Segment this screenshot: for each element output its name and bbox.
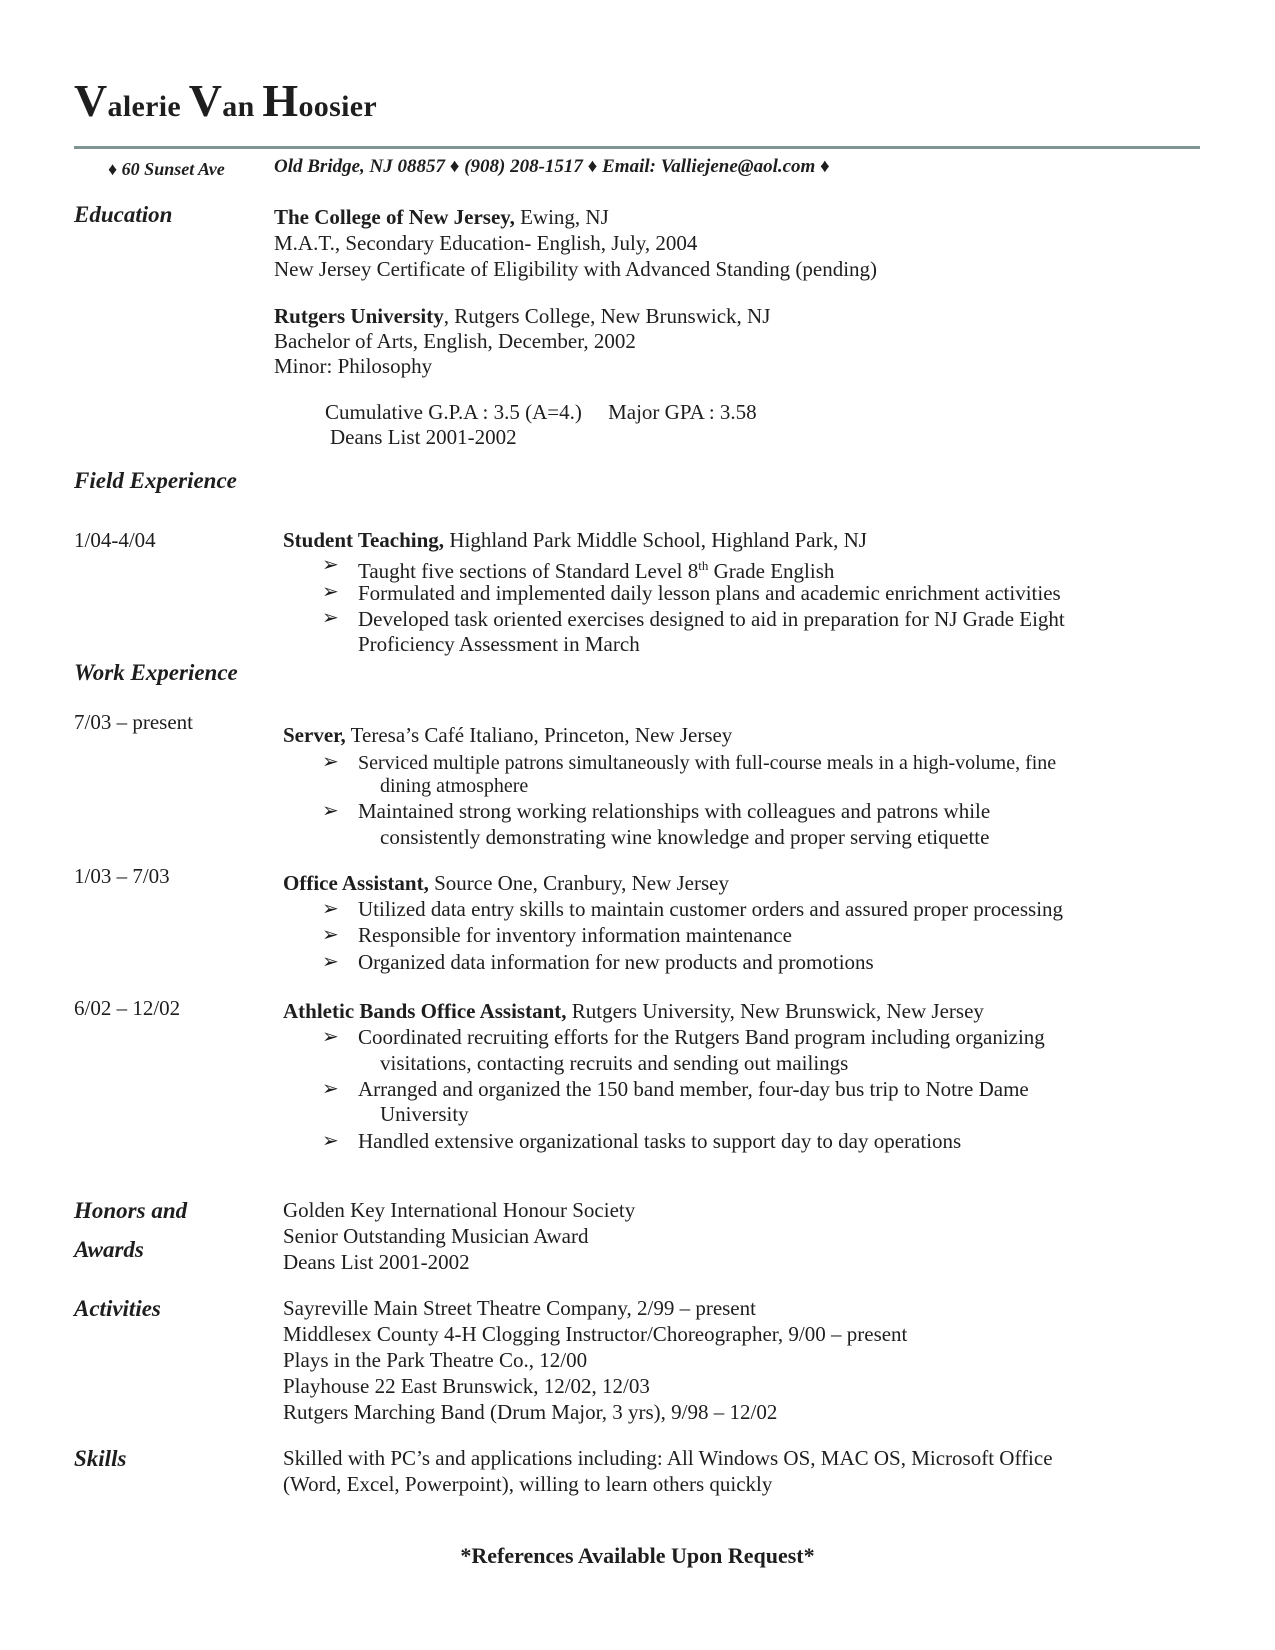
honor-item-1: Golden Key International Honour Society: [283, 1198, 636, 1222]
name-part-1: alerie: [107, 90, 181, 123]
job2-bullet-1: Utilized data entry skills to maintain customer orders and assured proper processing: [358, 897, 1064, 921]
activity-item-1: Sayreville Main Street Theatre Company, 2/99 – present: [283, 1296, 756, 1320]
school2-location: , Rutgers College, New Brunswick, NJ: [443, 304, 771, 328]
name-initial-3: H: [262, 75, 299, 126]
school2-degree: Bachelor of Arts, English, December, 2002: [274, 329, 636, 353]
job2-role: Office Assistant,: [283, 871, 429, 895]
job1-role: Server,: [283, 723, 346, 747]
field-bullet-3-cont: Proficiency Assessment in March: [358, 632, 640, 656]
activities-heading: Activities: [74, 1296, 161, 1321]
gpa-line: Cumulative G.P.A : 3.5 (A=4.) Major GPA : 3.58: [325, 400, 757, 424]
skills-heading: Skills: [74, 1446, 127, 1471]
school1-certificate: New Jersey Certificate of Eligibility with Advanced Standing (pending): [274, 257, 878, 281]
job3-bullet-1: Coordinated recruiting efforts for the Rutgers Band program including organizing: [358, 1025, 1045, 1049]
arrow-bullet-icon: ➢: [322, 751, 339, 773]
arrow-bullet-icon: ➢: [322, 951, 339, 973]
job2-date: 1/03 – 7/03: [74, 864, 170, 888]
arrow-bullet-icon: ➢: [322, 924, 339, 946]
job3-place: Rutgers University, New Brunswick, New Jersey: [566, 999, 984, 1023]
job1-bullet-1-cont: dining atmosphere: [380, 775, 529, 797]
arrow-bullet-icon: ➢: [322, 607, 339, 629]
school2-minor: Minor: Philosophy: [274, 354, 433, 378]
street-address: ♦ 60 Sunset Ave: [108, 159, 225, 179]
candidate-name: [74, 74, 377, 127]
name-part-3: oosier: [298, 90, 377, 123]
activity-item-4: Playhouse 22 East Brunswick, 12/02, 12/03: [283, 1374, 650, 1398]
field-role-line: [283, 527, 867, 553]
job3-bullet-3: Handled extensive organizational tasks to support day to day operations: [358, 1129, 962, 1153]
school2-name: Rutgers University: [274, 304, 444, 328]
arrow-bullet-icon: ➢: [322, 800, 339, 822]
field-place: Highland Park Middle School, Highland Park, NJ: [444, 528, 867, 552]
work-experience-heading: Work Experience: [74, 660, 238, 685]
skills-line-1: Skilled with PC’s and applications including: All Windows OS, MAC OS, Microsoft Office: [283, 1446, 1053, 1470]
job3-date: 6/02 – 12/02: [74, 996, 181, 1020]
honor-item-2: Senior Outstanding Musician Award: [283, 1224, 589, 1248]
job3-bullet-2: Arranged and organized the 150 band member, four-day bus trip to Notre Dame: [358, 1077, 1029, 1101]
contact-line: Old Bridge, NJ 08857 ♦ (908) 208-1517 ♦ Email: Valliejene@aol.com ♦: [274, 156, 830, 177]
school1-location: Ewing, NJ: [514, 205, 609, 229]
honors-heading-2: Awards: [74, 1237, 144, 1262]
job1-bullet-2-cont: consistently demonstrating wine knowledge and proper serving etiquette: [380, 825, 990, 849]
activity-item-3: Plays in the Park Theatre Co., 12/00: [283, 1348, 588, 1372]
job1-place: Teresa’s Café Italiano, Princeton, New Jersey: [345, 723, 733, 747]
name-initial-1: V: [74, 75, 108, 126]
job3-bullet-2-cont: University: [380, 1102, 469, 1126]
education-heading: Education: [74, 202, 173, 227]
field-role: Student Teaching,: [283, 528, 445, 552]
field-bullet-1-end: Grade English: [708, 559, 835, 583]
field-date: 1/04-4/04: [74, 528, 156, 552]
job1-date: 7/03 – present: [74, 710, 193, 734]
field-experience-heading: Field Experience: [74, 468, 237, 493]
deans-list-line: Deans List 2001-2002: [330, 425, 517, 449]
activity-item-2: Middlesex County 4-H Clogging Instructor/Choreographer, 9/00 – present: [283, 1322, 908, 1346]
job1-bullet-1: Serviced multiple patrons simultaneously with full-course meals in a high-volume, fine: [358, 752, 1057, 774]
header-divider: [74, 146, 1200, 149]
job1-role-line: [283, 722, 732, 748]
school1-name: The College of New Jersey,: [274, 205, 515, 229]
job3-bullet-1-cont: visitations, contacting recruits and sending out mailings: [380, 1051, 849, 1075]
job3-role-line: [283, 998, 984, 1024]
field-bullet-1-text: Taught five sections of Standard Level 8: [358, 559, 699, 583]
arrow-bullet-icon: ➢: [322, 1078, 339, 1100]
honors-heading-1: Honors and: [74, 1198, 188, 1223]
arrow-bullet-icon: ➢: [322, 554, 339, 576]
school1-line: [274, 204, 609, 230]
school2-line: [274, 303, 770, 329]
job1-bullet-2: Maintained strong working relationships with colleagues and patrons while: [358, 799, 991, 823]
job2-place: Source One, Cranbury, New Jersey: [428, 871, 729, 895]
arrow-bullet-icon: ➢: [322, 1026, 339, 1048]
field-bullet-2: Formulated and implemented daily lesson plans and academic enrichment activities: [358, 581, 1061, 605]
job2-bullet-2: Responsible for inventory information maintenance: [358, 923, 792, 947]
arrow-bullet-icon: ➢: [322, 581, 339, 603]
activity-item-5: Rutgers Marching Band (Drum Major, 3 yrs), 9/98 – 12/02: [283, 1400, 778, 1424]
name-initial-2: V: [188, 75, 223, 126]
honor-item-3: Deans List 2001-2002: [283, 1250, 470, 1274]
arrow-bullet-icon: ➢: [322, 1130, 339, 1152]
job2-bullet-3: Organized data information for new products and promotions: [358, 950, 874, 974]
arrow-bullet-icon: ➢: [322, 898, 339, 920]
school1-degree: M.A.T., Secondary Education- English, July, 2004: [274, 231, 698, 255]
job2-role-line: [283, 870, 729, 896]
skills-line-2: (Word, Excel, Powerpoint), willing to learn others quickly: [283, 1472, 773, 1496]
references-note: *References Available Upon Request*: [460, 1543, 815, 1568]
job3-role: Athletic Bands Office Assistant,: [283, 999, 567, 1023]
name-part-2: an: [222, 90, 255, 123]
field-bullet-3: Developed task oriented exercises designed to aid in preparation for NJ Grade Eight: [358, 607, 1065, 631]
field-bullet-1-sup: th: [698, 558, 709, 573]
